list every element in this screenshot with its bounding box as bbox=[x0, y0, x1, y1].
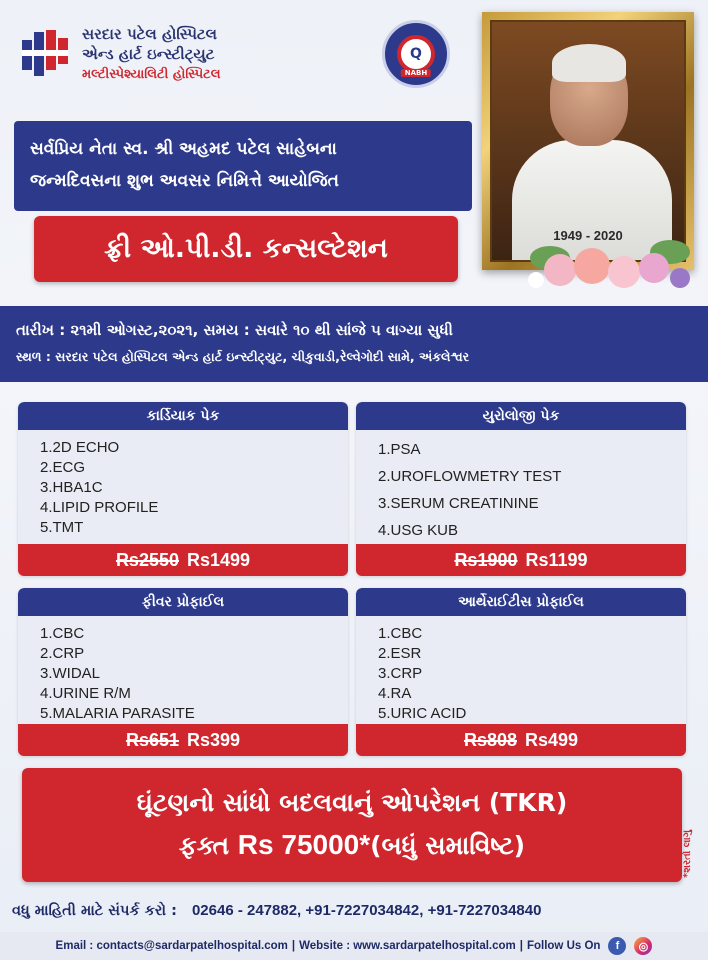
headline-line1: સર્વપ્રિય નેતા સ્વ. શ્રી અહમદ પટેલ સાહેબના bbox=[30, 139, 337, 159]
pack-card-urology bbox=[356, 402, 686, 576]
hospital-tagline: મલ્ટીસ્પેશ્યાલિટી હોસ્પિટલ bbox=[82, 67, 221, 82]
list-item: 3.HBA1C bbox=[40, 479, 103, 496]
tkr-suffix: (બધું સમાવિષ્ટ) bbox=[370, 831, 526, 860]
event-date-time: તારીખ : ૨૧મી ઓગસ્ટ,૨૦૨૧, સમય : સવારે ૧૦ થી સાંજે ૫ વાગ્યા સુધી bbox=[16, 321, 453, 339]
list-item: 1.PSA bbox=[378, 441, 421, 458]
list-item: 1.CBC bbox=[378, 625, 423, 642]
old-price: Rs2550 bbox=[115, 549, 179, 570]
nabh-accreditation-icon: Q NABH bbox=[382, 20, 450, 88]
tkr-prefix: ફક્ત bbox=[178, 831, 238, 860]
tkr-offer-banner bbox=[22, 768, 682, 882]
footer-separator: | bbox=[519, 940, 523, 952]
conditions-apply-note: *શરતો લાગુ bbox=[682, 829, 693, 878]
pack-card-fever bbox=[18, 588, 348, 756]
list-item: 5.TMT bbox=[40, 519, 84, 536]
pack-title: ફીવર પ્રોફાઈલ bbox=[18, 588, 348, 616]
facebook-icon[interactable]: f bbox=[608, 937, 626, 955]
pack-items bbox=[356, 616, 686, 724]
headline-line2: જન્મદિવસના શુભ અવસર નિમિત્તે આયોજિત bbox=[30, 171, 339, 191]
new-price: Rs499 bbox=[525, 729, 579, 750]
footer-separator: | bbox=[291, 940, 296, 952]
portrait-photo bbox=[490, 20, 686, 262]
pack-title: યુરોલોજી પેક bbox=[356, 402, 686, 430]
old-price: Rs651 bbox=[125, 729, 179, 750]
list-item: 3.WIDAL bbox=[40, 665, 101, 682]
hospital-name-line1: સરદાર પટેલ હોસ્પિટલ bbox=[82, 25, 218, 43]
list-item: 1.2D ECHO bbox=[40, 439, 120, 456]
footer-follow: Follow Us On bbox=[526, 940, 601, 952]
pack-card-arthritis bbox=[356, 588, 686, 756]
old-price: Rs808 bbox=[463, 729, 517, 750]
hospital-logo-icon bbox=[20, 26, 74, 80]
list-item: 3.SERUM CREATININE bbox=[378, 495, 539, 512]
list-item: 4.URINE R/M bbox=[40, 685, 131, 702]
list-item: 1.CBC bbox=[40, 625, 85, 642]
contact-phones[interactable]: 02646 - 247882, +91-7227034842, +91-7227034840 bbox=[191, 902, 542, 919]
pack-title: કાર્ડિયાક પેક bbox=[18, 402, 348, 430]
footer-bar bbox=[0, 932, 708, 960]
footer-email[interactable]: Email : contacts@sardarpatelhospital.com bbox=[55, 940, 288, 952]
pack-price bbox=[356, 724, 686, 756]
new-price: Rs399 bbox=[187, 729, 241, 750]
hospital-name bbox=[82, 24, 221, 86]
pack-items bbox=[18, 430, 348, 544]
list-item: 4.LIPID PROFILE bbox=[40, 499, 159, 516]
list-item: 2.ECG bbox=[40, 459, 86, 476]
pack-price bbox=[18, 544, 348, 576]
list-item: 3.CRP bbox=[378, 665, 423, 682]
tkr-line1: ઘૂંટણનો સાંધો બદલવાનું ઓપરેશન (TKR) bbox=[136, 788, 568, 817]
event-details-band bbox=[0, 306, 708, 382]
pack-title: આર્થેરાઈટીસ પ્રોફાઈલ bbox=[356, 588, 686, 616]
list-item: 5.URIC ACID bbox=[378, 705, 467, 722]
free-opd-banner: ફ્રી ઓ.પી.ડી. કન્સલ્ટેશન bbox=[34, 216, 458, 282]
footer-website[interactable]: Website : www.sardarpatelhospital.com bbox=[299, 940, 516, 952]
headline-box bbox=[14, 121, 472, 211]
list-item: 2.UROFLOWMETRY TEST bbox=[378, 468, 562, 485]
list-item: 4.RA bbox=[378, 685, 412, 702]
contact-line bbox=[12, 902, 541, 919]
list-item: 2.CRP bbox=[40, 645, 85, 662]
pack-items bbox=[18, 616, 348, 724]
contact-label: વધુ માહિતી માટે સંપર્ક કરો : bbox=[12, 903, 177, 919]
tkr-line2 bbox=[22, 824, 682, 867]
portrait-years: 1949 - 2020 bbox=[553, 228, 623, 243]
tkr-amount: Rs 75000* bbox=[237, 829, 371, 860]
list-item: 5.MALARIA PARASITE bbox=[40, 705, 195, 722]
flowers-decoration bbox=[520, 228, 696, 298]
old-price: Rs1900 bbox=[454, 549, 518, 570]
list-item: 4.USG KUB bbox=[378, 522, 459, 539]
new-price: Rs1499 bbox=[187, 549, 251, 570]
event-place: સ્થળ : સરદાર પટેલ હોસ્પિટલ એન્ડ હાર્ટ ઇન્સ્ટીટ્યુટ, ચીકુવાડી,રેલ્વેગોદી સામે, અંકલેશ્વર bbox=[16, 349, 470, 364]
instagram-icon[interactable]: ◎ bbox=[634, 937, 652, 955]
list-item: 2.ESR bbox=[378, 645, 422, 662]
pack-price bbox=[356, 544, 686, 576]
hospital-name-line2: એન્ડ હાર્ટ ઇન્સ્ટીટ્યુટ bbox=[82, 45, 215, 63]
pack-items bbox=[356, 430, 686, 544]
pack-card-cardiac bbox=[18, 402, 348, 576]
new-price: Rs1199 bbox=[525, 549, 588, 570]
nabh-label: NABH bbox=[401, 69, 431, 77]
pack-price bbox=[18, 724, 348, 756]
